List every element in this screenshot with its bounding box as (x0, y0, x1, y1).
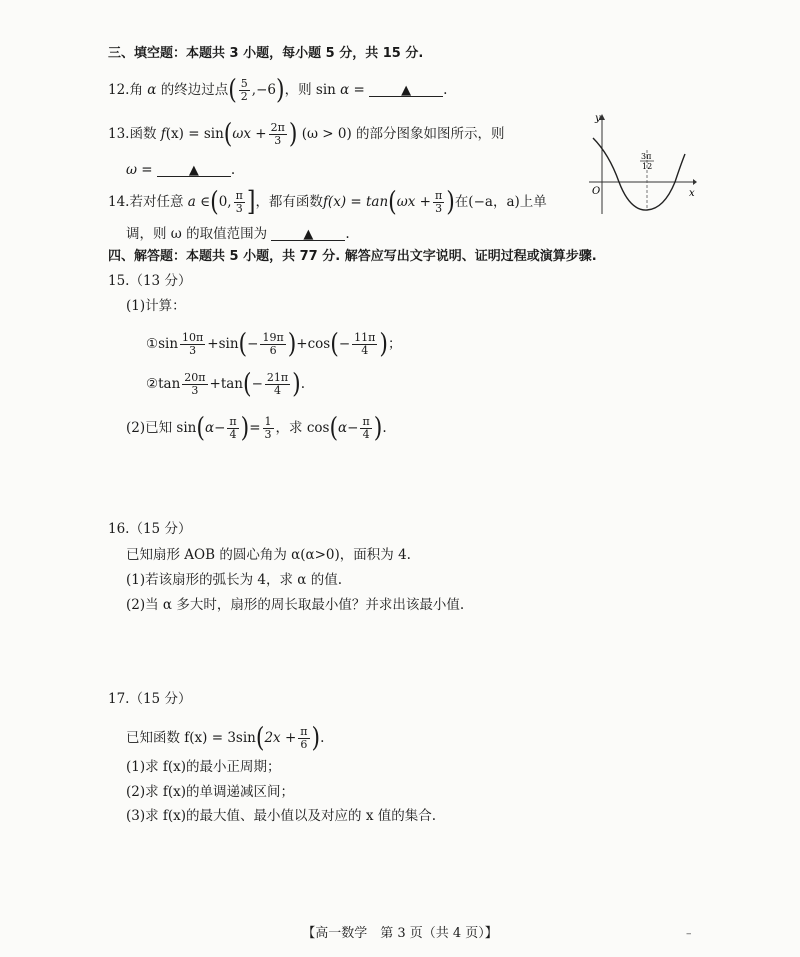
fraction (182, 372, 207, 397)
frac-den: 3 (435, 202, 443, 215)
q17-heading: 17.（15 分） (108, 691, 192, 707)
frac-den: 3 (191, 384, 199, 397)
q13-x: (x) = sin (165, 126, 224, 142)
frac-num: π (229, 415, 237, 428)
q15-p2-in1: α− (204, 420, 226, 436)
q12-number: 12. (108, 82, 130, 98)
q17-line-4: (3)求 f(x)的最大值、最小值以及对应的 x 值的集合. (126, 808, 437, 824)
q12-text: 角 (129, 82, 143, 98)
q14-text: 若对任意 (129, 194, 184, 210)
q17-l1-inner: 2x + (264, 730, 297, 746)
paren-right: ) (287, 328, 297, 360)
q15-p2-pre: (2)已知 sin (126, 420, 197, 436)
q15-p2-in2: α− (338, 420, 359, 436)
x-axis-arrow-icon (693, 179, 697, 185)
fraction (352, 332, 377, 357)
q17-line-2: (1)求 f(x)的最小正周期； (126, 759, 281, 775)
q12-point-rest: ,−6 (251, 82, 276, 98)
frac-num: 10π (182, 331, 204, 344)
q15-p2-eq: = (249, 420, 261, 436)
fraction (298, 726, 309, 751)
q15-i1-mid1: +sin (207, 336, 239, 352)
frac-den: 6 (300, 738, 308, 751)
section-4-title: 四、解答题：本题共 5 小题，共 77 分. 解答应写出文字说明、证明过程或演算步骤. (108, 249, 597, 264)
paren-right: ) (288, 118, 298, 150)
paren-left: ( (329, 412, 339, 444)
q15-i1-mid2: +cos (296, 336, 331, 352)
q17-line-1 (126, 722, 325, 754)
question-13 (108, 118, 505, 150)
fraction (260, 332, 285, 357)
q16-heading: 16.（15 分） (108, 521, 192, 537)
q15-i1-pre: ①sin (146, 336, 179, 352)
frac-den: 3 (189, 344, 197, 357)
q16-line-1: 已知扇形 AOB 的圆心角为 α(α>0)，面积为 4. (126, 547, 411, 563)
q14-number: 14. (108, 194, 130, 210)
question-12 (108, 74, 448, 106)
sign: − (338, 336, 351, 352)
frac-num: 2π (270, 121, 285, 134)
q14-fraction (234, 190, 245, 215)
q13-number: 13. (108, 126, 130, 142)
fraction (265, 372, 290, 397)
paren-right: ) (379, 328, 388, 360)
frac-den: 3 (264, 428, 272, 441)
q13-end: . (230, 162, 236, 178)
frac-num: 1 (264, 415, 272, 428)
frac-den: 3 (235, 202, 243, 215)
paren-right: ) (311, 722, 321, 754)
q15-part2 (126, 412, 387, 444)
paren-left: ( (210, 186, 219, 218)
q13-fraction (269, 122, 287, 147)
paren-right: ) (292, 368, 301, 400)
frac-den: 4 (274, 384, 282, 397)
q14-text-c: 在(−a，a)上单 (454, 194, 547, 210)
frac-num: 20π (184, 371, 206, 384)
paren-left: ( (223, 118, 233, 150)
page-footer: 【高一数学 第 3 页（共 4 页）】 (302, 926, 498, 941)
frac-den: 4 (229, 428, 237, 441)
frac-num: 21π (266, 371, 289, 384)
q12-eq: α = (340, 82, 365, 98)
q14-fraction-2 (433, 190, 444, 215)
q13-text: 函数 (129, 126, 157, 142)
sine-graph-figure (585, 110, 700, 218)
q15-i2-end: . (300, 376, 306, 392)
sine-curve (593, 138, 685, 210)
bracket-right: ] (246, 186, 256, 218)
q13-omega-eq: ω = (126, 162, 153, 178)
q14-line2: 调，则 ω 的取值范围为 (126, 226, 268, 242)
q13-omega-x: ωx + (232, 126, 267, 142)
sign: − (247, 336, 259, 352)
q13-f: f (160, 126, 166, 142)
q15-i2-mid1: +tan (209, 376, 243, 392)
question-14-line2 (126, 224, 350, 244)
frac-num: π (362, 415, 370, 428)
paren-right: ) (373, 412, 383, 444)
frac-num: π (300, 725, 308, 738)
paren-right: ) (240, 412, 250, 444)
q15-part1-label: (1)计算： (126, 298, 186, 314)
answer-triangle-icon: ▲ (401, 83, 412, 98)
frac-den: 4 (362, 428, 370, 441)
answer-blank[interactable] (369, 80, 443, 97)
question-14 (108, 186, 547, 218)
frac-den: 4 (361, 344, 369, 357)
sign: − (251, 376, 263, 392)
fraction (360, 416, 371, 441)
frac-num: π (434, 189, 443, 202)
q14-text-b: ，都有函数 (255, 194, 323, 210)
paren-left: ( (228, 74, 237, 106)
tick-label-den: 12 (642, 162, 653, 171)
q15-i1-end: ； (387, 336, 402, 352)
frac-num: π (235, 189, 243, 202)
q17-line-3: (2)求 f(x)的单调递减区间； (126, 784, 295, 800)
q14-inner: ωx + (396, 194, 431, 210)
frac-den: 2 (240, 90, 248, 103)
q12-alpha: α (147, 82, 157, 98)
tick-label-num: 3π (641, 152, 652, 161)
answer-triangle-icon: ▲ (188, 163, 199, 178)
frac-num: 5 (240, 77, 248, 90)
x-axis-label: x (689, 188, 695, 199)
fraction (227, 416, 238, 441)
answer-blank[interactable] (271, 224, 345, 241)
corner-mark: – (686, 927, 692, 940)
q16-line-3: (2)当 α 多大时，扇形的周长取最小值？并求出该最小值. (126, 597, 465, 613)
q15-item-2 (146, 368, 306, 400)
frac-den: 6 (269, 344, 277, 357)
fraction (263, 416, 274, 441)
q14-interval-left: 0, (218, 194, 232, 210)
q12-fraction (239, 78, 250, 103)
paren-left: ( (243, 368, 252, 400)
section-3-title: 三、填空题：本题共 3 小题，每小题 5 分，共 15 分. (108, 46, 424, 61)
q12-text-mid: 的终边过点 (160, 82, 229, 98)
answer-blank[interactable] (157, 160, 231, 177)
answer-triangle-icon: ▲ (303, 227, 314, 242)
frac-den: 3 (274, 134, 282, 147)
paren-left: ( (238, 328, 248, 360)
origin-label: O (592, 186, 601, 197)
y-axis-label: y (595, 113, 601, 124)
question-13-line2 (126, 160, 235, 180)
q13-condition: (ω > 0) 的部分图象如图所示，则 (301, 126, 505, 142)
q15-item-1 (146, 328, 402, 360)
paren-left: ( (388, 186, 397, 218)
q17-l1-pre: 已知函数 f(x) = 3sin (126, 730, 256, 746)
q12-end: . (443, 82, 448, 98)
paren-left: ( (196, 412, 205, 444)
fraction (180, 332, 205, 357)
paren-left: ( (330, 328, 339, 360)
q16-line-2: (1)若该扇形的弧长为 4，求 α 的值. (126, 572, 342, 588)
q15-p2-end: . (382, 420, 387, 436)
q15-i2-pre: ②tan (146, 376, 181, 392)
q17-l1-end: . (320, 730, 325, 746)
paren-right: ) (446, 186, 455, 218)
q14-f: f(x) = tan (322, 194, 389, 210)
q14-end: . (345, 226, 350, 242)
frac-num: 11π (354, 331, 376, 344)
paren-right: ) (276, 74, 285, 106)
q15-p2-mid: ，求 cos (275, 420, 330, 436)
paren-left: ( (255, 722, 265, 754)
q14-a: a ∈ (187, 194, 211, 210)
q15-heading: 15.（13 分） (108, 273, 192, 289)
q12-after: ，则 sin (284, 82, 336, 98)
frac-num: 19π (262, 331, 284, 344)
